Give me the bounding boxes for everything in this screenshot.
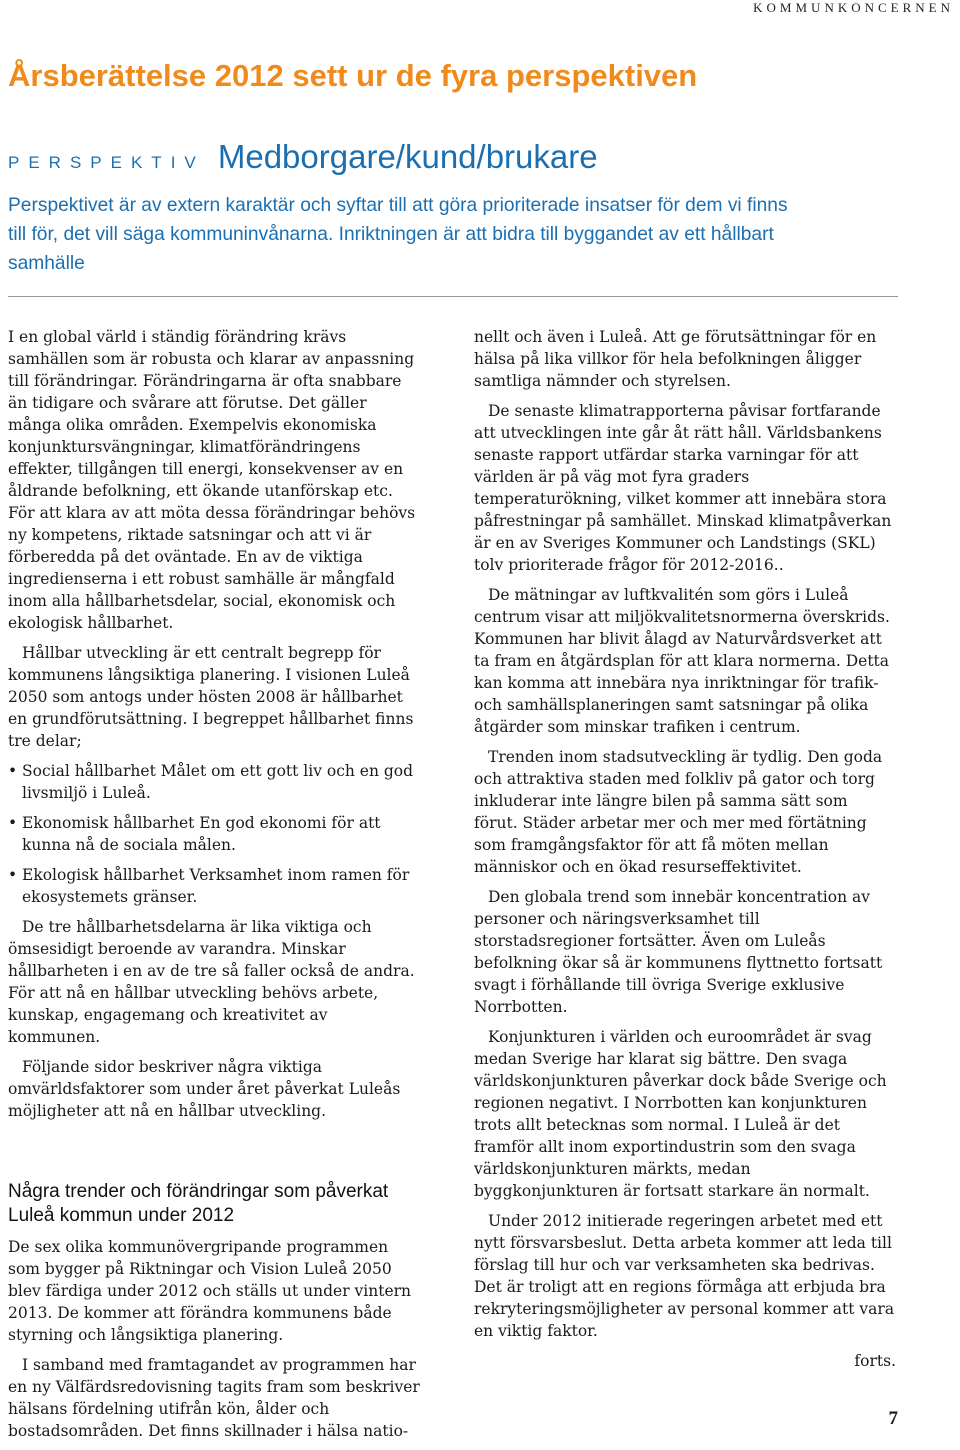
divider [8,296,898,297]
list-item: • Social hållbarhet Målet om ett gott liv och en god livsmiljö i Luleå. [8,760,422,804]
page-title: Årsberättelse 2012 sett ur de fyra perspektiven [8,58,698,93]
body-paragraph: De tre hållbarhetsdelarna är lika viktiga och ömsesidigt beroende av varandra. Minskar hållbarheten i en av de tre så faller också de andra. För att nå en hållbar utveckling behövs arbete, kunskap, engagemang och kreativitet av kommunen. [8,918,415,1046]
running-head: KOMMUNKONCERNEN [753,0,954,15]
left-column [8,326,422,1450]
body-paragraph: De mätningar av luftkvalitén som görs i Luleå centrum visar att miljökvalitetsnormerna överskrids. Kommunen har blivit ålagd av Naturvårdsverket att ta fram en åtgärdsplan för att klara normerna. Detta kan komma att innebära nya inriktningar för trafik- och samhällsplaneringen samt satsningar på olika åtgärder som minskar trafiken i centrum. [474,586,890,736]
list-item: • Ekonomisk hållbarhet En god ekonomi för att kunna nå de sociala målen. [8,812,422,856]
perspective-heading [8,138,598,176]
sustainability-list [8,760,422,908]
perspective-name: Medborgare/kund/brukare [217,138,598,175]
section-heading: Några trender och förändringar som påverkat Luleå kommun under 2012 [8,1181,389,1226]
body-paragraph: De sex olika kommunövergripande programmen som bygger på Riktningar och Vision Luleå 2050 blev färdiga under 2012 och ställs ut under vintern 2013. De kommer att förändra kommunens både styrning och långsiktiga planering. [8,1238,412,1344]
body-paragraph: nellt och även i Luleå. Att ge förutsättningar för en hälsa på lika villkor för hela befolkningen åligger samtliga nämnder och styrelsen. [474,328,877,390]
body-paragraph: Under 2012 initierade regeringen arbetet med ett nytt försvarsbeslut. Detta arbeta kommer att leda till förslag till hur och var verksamheten ska bedrivas. Det är troligt att en regions förmåga att erbjuda bra rekryteringsmöjligheter av personal kommer att vara en viktig faktor. [474,1212,895,1340]
body-paragraph: I en global värld i ständig förändring krävs samhällen som är robusta och klarar av anpassning till förändringar. Förändringarna är ofta snabbare än tidigare och svårare att förutse. Det gäller många olika områden. Exempelvis ekonomiska konjunktursvängningar, klimatförändringens effekter, tillgången till energi, konsekvenser av en åldrande befolkning, ett ökande utanförskap etc. För att klara av att möta dessa förändringar behövs ny kompetens, riktade satsningar och att vi är förberedda på det oväntade. En av de viktiga ingredienserna i ett robust samhälle är mångfald inom alla hållbarhetsdelar, social, ekonomisk och ekologisk hållbarhet. [8,328,416,632]
perspective-label: PERSPEKTIV [8,153,205,172]
body-paragraph: Trenden inom stadsutveckling är tydlig. Den goda och attraktiva staden med folkliv på gator och torg inkluderar inte längre bilen på samma sätt som förut. Städer arbetar mer och mer med förtätning som framgångsfaktor för att få möten mellan människor och en ökad resurseffektivitet. [474,748,883,876]
body-paragraph: Följande sidor beskriver några viktiga omvärldsfaktorer som under året påverkat Luleås möjligheter att nå en hållbar utveckling. [8,1058,401,1120]
intro-text: Perspektivet är av extern karaktär och syftar till att göra prioriterade insatser för dem vi finns till för, det vill säga kommuninvånarna. Inriktningen är att bidra till byggandet av ett hållbart samhälle [8,195,788,274]
body-paragraph: Konjunkturen i världen och euroområdet är svag medan Sverige har klarat sig bättre. Den svaga världskonjunkturen påverkar dock både Sverige och regionen negativt. I Norrbotten kan konjunkturen trots allt betecknas som normal. I Luleå är det framför allt inom exportindustrin som den svaga världskonjunkturen märkts, medan byggkonjunkturen är fortsatt starkare än normalt. [474,1028,887,1200]
continued-label: forts. [854,1352,896,1370]
body-paragraph: Hållbar utveckling är ett centralt begrepp för kommunens långsiktiga planering. I visionen Luleå 2050 som antogs under hösten 2008 är hållbarhet en grundförutsättning. I begreppet hållbarhet finns tre delar; [8,644,414,750]
page-number: 7 [888,1408,898,1429]
body-paragraph: De senaste klimatrapporterna påvisar fortfarande att utvecklingen inte går åt rätt håll. Världsbankens senaste rapport utfärdar starka varningar för att världen är på väg mot fyra graders temperaturökning, vilket kommer att innebära stora påfrestningar på samhället. Minskad klimatpåverkan är en av Sveriges Kommuner och Landstings (SKL) tolv prioriterade frågor för 2012-2016.. [474,402,892,574]
body-paragraph: Den globala trend som innebär koncentration av personer och näringsverksamhet till storstadsregioner fortsätter. Även om Luleås befolkning ökar så är kommunens flyttnetto fortsatt svagt i förhållande till övriga Sverige exklusive Norrbotten. [474,888,883,1016]
body-paragraph: I samband med framtagandet av programmen har en ny Välfärdsredovisning tagits fram som beskriver hälsans fördelning utifrån kön, ålder och bostadsområden. Det finns skillnader i hälsa natio- [8,1356,420,1440]
list-item: • Ekologisk hållbarhet Verksamhet inom ramen för ekosystemets gränser. [8,864,422,908]
right-column [474,326,896,1380]
